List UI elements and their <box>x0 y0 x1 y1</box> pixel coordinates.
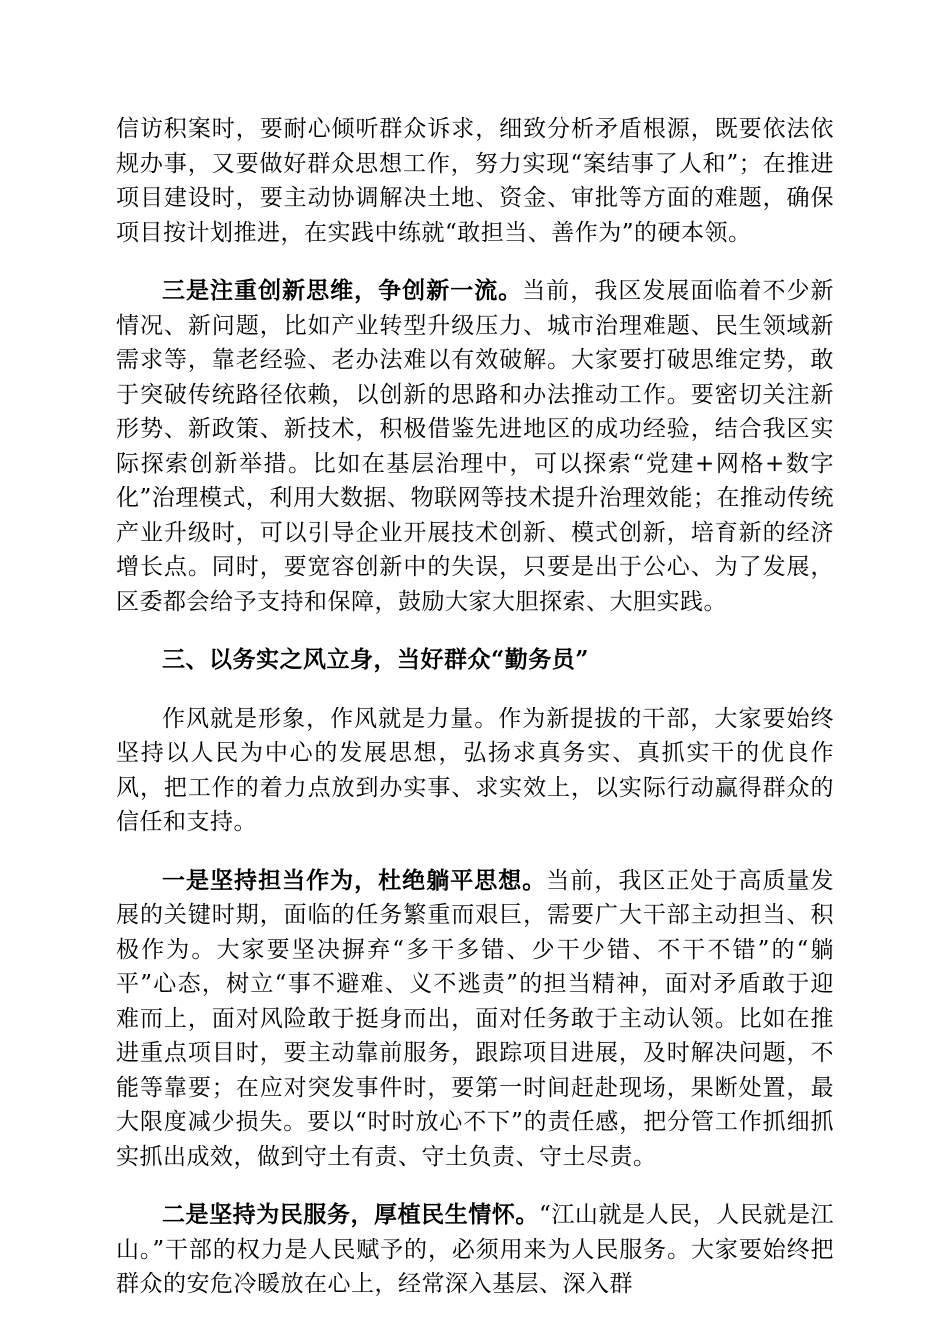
paragraph-text: “江山就是人民，人民就是江山。”干部的权力是人民赋予的，必须用来为人民服务。大家要始终把群众的安危冷暖放在心上，经常深入基层、深入群 <box>116 1202 835 1297</box>
paragraph-continuation <box>116 112 834 250</box>
paragraph-service <box>116 1198 834 1302</box>
paragraph-lead: 二是坚持为民服务，厚植民生情怀。 <box>162 1201 539 1228</box>
paragraph-intro <box>116 702 834 840</box>
paragraph-text: 作风就是形象，作风就是力量。作为新提拔的干部，大家要始终坚持以人民为中心的发展思想，弘扬求真务实、真抓实干的优良作风，把工作的着力点放到办实事、求实效上，以实际行动赢得群众的信任和支持。 <box>116 705 834 835</box>
paragraph-text: 信访积案时，要耐心倾听群众诉求，细致分析矛盾根源，既要依法依规办事，又要做好群众思想工作，努力实现“案结事了人和”；在推进项目建设时，要主动协调解决土地、资金、审批等方面的难题，确保项目按计划推进，在实践中练就“敢担当、善作为”的硬本领。 <box>116 116 834 246</box>
paragraph-lead: 一是坚持担当作为，杜绝躺平思想。 <box>162 866 547 894</box>
paragraph-responsibility <box>116 864 834 1175</box>
paragraph-innovation <box>116 274 834 619</box>
paragraph-lead: 三是注重创新思维，争创新一流。 <box>162 277 523 304</box>
paragraph-text: 当前，我区正处于高质量发展的关键时期，面临的任务繁重而艰巨，需要广大干部主动担当、积极作为。大家要坚决摒弃“多干多错、少干少错、不干不错”的“躺平”心态，树立“事不避难、义不逃责”的担当精神，面对矛盾敢于迎难而上，面对风险敢于挺身而出，面对任务敢于主动认领。比如在推进重点项目时，要主动靠前服务，跟踪项目进展，及时解决问题，不能等靠要；在应对突发事件时，要第一时间赶赴现场，果断处置，最大限度减少损失。要以“时时放心不下”的责任感，把分管工作抓细抓实抓出成效，做到守土有责、守土负责、守土尽责。 <box>116 867 835 1170</box>
paragraph-text: 当前，我区发展面临着不少新情况、新问题，比如产业转型升级压力、城市治理难题、民生领域新需求等，靠老经验、老办法难以有效破解。大家要打破思维定势，敢于突破传统路径依赖，以创新的思路和办法推动工作。要密切关注新形势、新政策、新技术，积极借鉴先进地区的成功经验，结合我区实际探索创新举措。比如在基层治理中，可以探索“党建+网格+数字化”治理模式，利用大数据、物联网等技术提升治理效能；在推动传统产业升级时，可以引导企业开展技术创新、模式创新，培育新的经济增长点。同时，要宽容创新中的失误，只要是出于公心、为了发展，区委都会给予支持和保障，鼓励大家大胆探索、大胆实践。 <box>116 278 835 615</box>
section-heading: 三、以务实之风立身，当好群众“勤务员” <box>162 646 589 673</box>
